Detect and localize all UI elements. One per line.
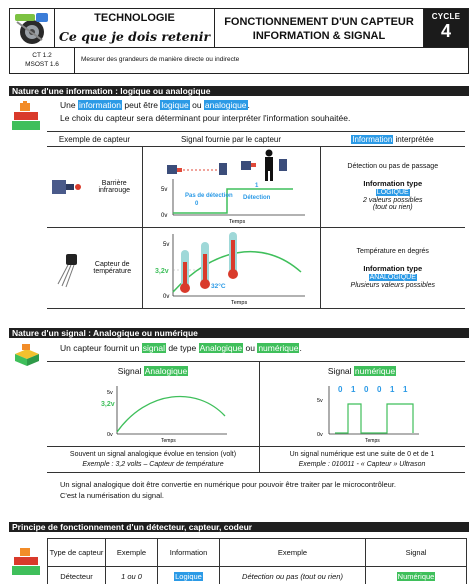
text: Un signal numérique est une suite de 0 et de 1 bbox=[289, 451, 435, 458]
highlight-analogique: Analogique bbox=[144, 366, 188, 376]
info-type: Information type bbox=[363, 179, 423, 188]
analog-signal-cell bbox=[142, 228, 320, 309]
text: Une bbox=[60, 100, 78, 110]
text: C'est la numérisation du signal. bbox=[60, 490, 164, 500]
axis-5v: 5v bbox=[107, 390, 113, 396]
text: . bbox=[247, 100, 250, 110]
temperature-label: 32°C bbox=[211, 283, 226, 290]
temperature-sensor-icon bbox=[52, 248, 82, 288]
info-cell bbox=[320, 228, 465, 309]
text: Un capteur fournit un bbox=[60, 343, 142, 353]
sensor-name: Capteur de température bbox=[93, 261, 132, 275]
section-title: Principe de fonctionnement d'un détecteur, capteur, codeur bbox=[9, 522, 469, 532]
sensor-cell bbox=[47, 228, 142, 309]
subject-block bbox=[55, 9, 215, 47]
signal-intro bbox=[60, 343, 302, 354]
analog-chart bbox=[87, 380, 237, 444]
label-zero: 0 bbox=[195, 201, 199, 207]
label-one: 1 bbox=[255, 183, 259, 189]
digital-chart bbox=[309, 380, 429, 444]
principle-table bbox=[47, 538, 467, 584]
cell-information bbox=[158, 567, 220, 584]
sensor-table bbox=[47, 131, 465, 309]
bit-label: 0 bbox=[377, 385, 382, 394]
axis-5v: 5v bbox=[161, 187, 168, 193]
title-line2: INFORMATION & SIGNAL bbox=[252, 30, 386, 42]
lego-bricks-icon bbox=[12, 101, 40, 131]
analog-signal-chart bbox=[143, 228, 319, 306]
label-no-detection: Pas de détection bbox=[185, 193, 233, 199]
logic-signal-cell bbox=[142, 147, 320, 228]
col-header: Exemple bbox=[106, 539, 158, 567]
highlight-numerique: Numérique bbox=[397, 572, 435, 581]
cycle-number: 4 bbox=[440, 21, 451, 41]
text: peut être bbox=[122, 100, 161, 110]
cell-type: Détecteur bbox=[48, 567, 106, 584]
text: Signal bbox=[117, 366, 144, 376]
label-detection: Détection bbox=[243, 195, 271, 201]
info-description: Température en degrés bbox=[356, 247, 429, 255]
example: Exemple : 010011 - « Capteur » Ultrason bbox=[298, 461, 426, 468]
axis-5v: 5v bbox=[317, 398, 323, 404]
competence-description: Mesurer des grandeurs de manière directe ou indirecte bbox=[81, 56, 240, 63]
bit-label: 1 bbox=[390, 385, 395, 394]
text: Un signal analogique doit être convertie en numérique pour pouvoir être traiter par le microcontrôleur. bbox=[60, 480, 397, 489]
logo bbox=[10, 9, 55, 47]
axis-0v: 0v bbox=[107, 432, 113, 438]
info-type: Information type bbox=[363, 263, 423, 273]
text: . bbox=[299, 343, 302, 353]
infrared-barrier-icon bbox=[50, 176, 84, 198]
sensor-name: Barrière infrarouge bbox=[98, 180, 131, 194]
sensor-cell bbox=[47, 147, 142, 228]
col-header: Type de capteur bbox=[48, 539, 106, 567]
highlight-logique: Logique bbox=[175, 572, 202, 581]
cell-example: 1 ou 0 bbox=[106, 567, 158, 584]
col-header: Exemple bbox=[220, 539, 366, 567]
highlight-numerique: numérique bbox=[354, 366, 396, 376]
analog-description bbox=[47, 450, 259, 470]
highlight-signal: signal bbox=[142, 343, 165, 353]
axis-time: Temps bbox=[365, 438, 380, 444]
highlight-numerique: numérique bbox=[258, 343, 299, 353]
text: Signal bbox=[327, 366, 354, 376]
cell-signal bbox=[366, 567, 467, 584]
highlight-information: Information bbox=[352, 134, 393, 144]
intro-line-2: Le choix du capteur sera déterminant pour interpréter l'information souhaitée. bbox=[60, 113, 351, 123]
page-title bbox=[215, 9, 424, 47]
robot-wheel-icon bbox=[12, 10, 52, 46]
highlight-logique: logique bbox=[161, 100, 189, 110]
digital-description bbox=[259, 450, 465, 470]
info-cell bbox=[320, 147, 465, 228]
info-tag: LOGIQUE bbox=[376, 189, 409, 196]
info-note: Plusieurs valeurs possibles bbox=[350, 281, 435, 289]
bit-label: 1 bbox=[403, 385, 408, 394]
value-label: 3,2v bbox=[155, 268, 169, 275]
bit-label: 0 bbox=[364, 385, 369, 394]
competence-code: MSOST 1.6 bbox=[25, 61, 59, 68]
col-header: Signal fournie par le capteur bbox=[142, 132, 320, 147]
example: Exemple : 3,2 volts – Capteur de température bbox=[82, 461, 224, 468]
value-label: 3,2v bbox=[101, 401, 115, 408]
col-header: Signal bbox=[366, 539, 467, 567]
section-title: Nature d'une information : logique ou analogique bbox=[9, 86, 469, 96]
text: ou bbox=[189, 100, 204, 110]
cycle-label: CYCLE bbox=[431, 12, 461, 21]
signal-comparison bbox=[47, 361, 465, 473]
header bbox=[9, 8, 469, 48]
intro-line-1 bbox=[60, 100, 250, 111]
subject: TECHNOLOGIE bbox=[94, 12, 175, 24]
lego-bricks-icon bbox=[12, 342, 42, 368]
highlight-analogique: analogique bbox=[204, 100, 247, 110]
col-header bbox=[320, 132, 465, 147]
cycle-badge bbox=[424, 9, 468, 47]
axis-0v: 0v bbox=[161, 213, 168, 219]
logic-signal-chart bbox=[143, 147, 319, 225]
axis-0v: 0v bbox=[163, 294, 170, 300]
conversion-note bbox=[60, 480, 396, 501]
competence-code: CT 1.2 bbox=[32, 52, 52, 59]
text: interprétée bbox=[393, 134, 434, 144]
bit-label: 1 bbox=[351, 385, 356, 394]
analog-title bbox=[47, 366, 259, 376]
text: ou bbox=[243, 343, 258, 353]
info-note: 2 valeurs possibles (tout ou rien) bbox=[362, 197, 423, 211]
highlight-information: information bbox=[78, 100, 122, 110]
text: Souvent un signal analogique évolue en tension (volt) bbox=[69, 451, 237, 458]
bit-label: 0 bbox=[338, 385, 343, 394]
tagline: Ce que je dois retenir bbox=[58, 29, 211, 44]
info-tag: ANALOGIQUE bbox=[369, 273, 416, 281]
highlight-analogique: Analogique bbox=[199, 343, 243, 353]
axis-time: Temps bbox=[231, 300, 248, 306]
axis-time: Temps bbox=[229, 219, 246, 225]
col-header: Exemple de capteur bbox=[47, 132, 142, 147]
cell-example2: Détection ou pas (tout ou rien) bbox=[220, 567, 366, 584]
col-header: Information bbox=[158, 539, 220, 567]
axis-time: Temps bbox=[161, 438, 176, 444]
lego-bricks-icon bbox=[12, 546, 40, 576]
info-description: Détection ou pas de passage bbox=[347, 163, 439, 170]
digital-title bbox=[259, 366, 465, 376]
competence-codes bbox=[10, 48, 75, 73]
axis-5v: 5v bbox=[163, 242, 170, 248]
title-line1: FONCTIONNEMENT D'UN CAPTEUR bbox=[224, 16, 414, 28]
section-title: Nature d'un signal : Analogique ou numérique bbox=[9, 328, 469, 338]
text: de type bbox=[165, 343, 199, 353]
competences-row bbox=[9, 48, 469, 74]
axis-0v: 0v bbox=[317, 432, 323, 438]
